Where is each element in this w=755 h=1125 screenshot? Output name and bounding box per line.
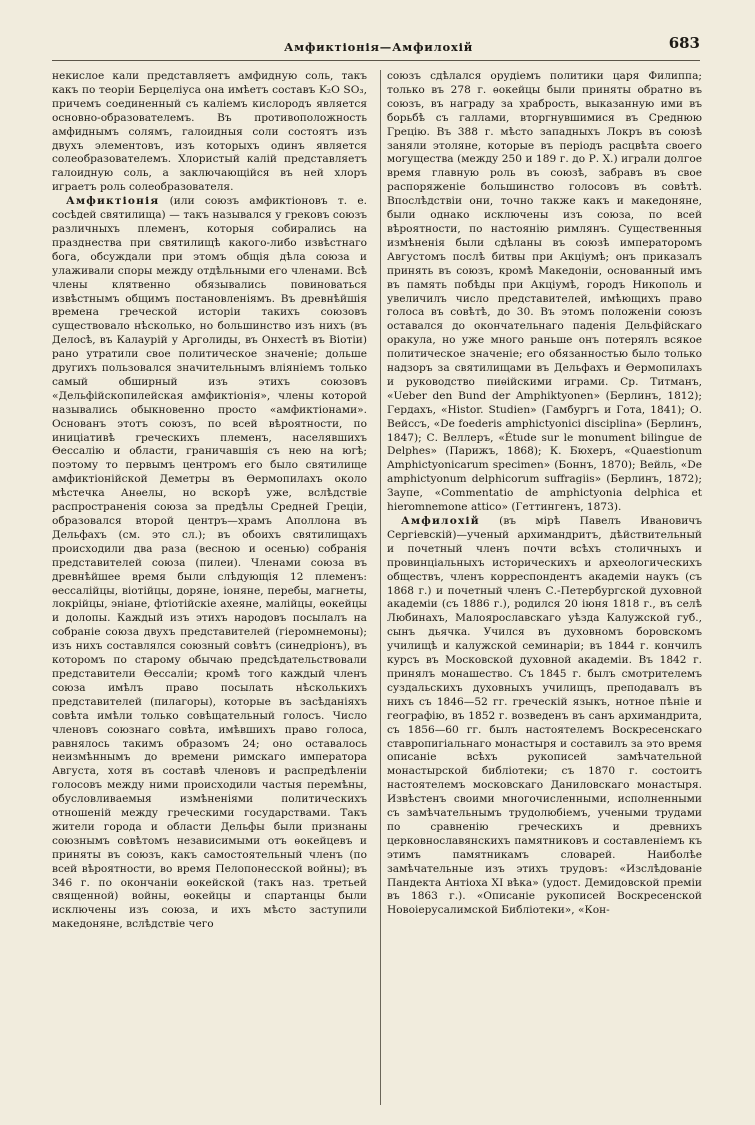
text-columns bbox=[52, 70, 702, 1105]
entry-text: (или союзъ амфиктіоновъ т. е. сосѣдей святилища) — такъ назывался у грековъ союзъ различныхъ племенъ, которыя собирались на празднества при святилищѣ какого-либо извѣстнаго бога, обсуждали при этомъ общія дѣла союза и улаживали споры между отдѣльными его членами. Всѣ члены клятвенно обязывались повиноваться извѣстнымъ общимъ постановленіямъ. Въ древнѣйшія времена греческой исторіи такихъ союзовъ существовало нѣсколько, но большинство изъ нихъ (въ Делосѣ, въ Калаурій у Арголиды, въ Онхестѣ въ Віотіи) рано утратили свое политическое значеніе; дольше другихъ пользовался значительнымъ вліяніемъ только самый обширный изъ этихъ союзовъ «Дельфійскопилейская амфиктіонія», члены которой назывались обыкновенно просто «амфиктіонами». Основанъ этотъ союзъ, по всей вѣроятности, по иниціативѣ греческихъ племенъ, населявшихъ Ѳессалію и области, граничавшія съ нею на югѣ; поэтому то первымъ центромъ его было святилище амфиктіонійской Деметры въ Ѳермопилахъ около мѣстечка Анѳелы, но вскорѣ уже, вслѣдствіе распространенія союза за предѣлы Средней Греціи, образовался второй центръ—храмъ Аполлона въ Дельфахъ (см. это сл.); въ обоихъ святилищахъ происходили два раза (весною и осенью) собранія представителей союза (пилеи). Членами союза въ древнѣйшее время были слѣдующія 12 племенъ: ѳессалійцы, віотійцы, доряне, іоняне, перебы, магнеты, локрійцы, энiане, фтіотійскіе ахеяне, малійцы, ѳокейцы и долопы. Каждый изъ этихъ народовъ посылалъ на собраніе союза двухъ представителей (гіеромнемоны); изъ нихъ составлялся союзный совѣтъ (синедріонъ), въ которомъ по старому обычаю предсѣдательствовали представители Ѳессаліи; кромѣ того каждый членъ союза имѣлъ право посылать нѣсколькихъ представителей (пилагоры), которые въ засѣданіяхъ совѣта имѣли только совѣщательный голосъ. Число членовъ союзнаго совѣта, имѣвшихъ право голоса, равнялось такимъ образомъ 24; оно оставалось неизмѣннымъ до времени римскаго императора Августа, хотя въ составѣ членовъ и распредѣленіи голосовъ между ними происходили частыя перемѣны, обусловливаемыя измѣненіями политическихъ отношеній между греческими государствами. Такъ жители города и области Дельфы были признаны союзнымъ совѣтомъ независимыми отъ ѳокейцевъ и приняты въ союзъ, какъ самостоятельный членъ (по всей вѣроятности, во время Пелопонесской войны); въ 346 г. по окончаніи ѳокейской (такъ наз. третьей священной) войны, ѳокейцы и спартанцы были исключены изъ союза, и ихъ мѣсто заступили македоняне, вслѣдствіе чего bbox=[52, 195, 367, 931]
page-number: 683 bbox=[668, 34, 700, 52]
entry-term: Амфиктіонія bbox=[66, 195, 160, 208]
paragraph: союзъ сдѣлался орудіемъ политики царя Филиппа; только въ 278 г. ѳокейцы были приняты обратно въ союзъ, въ награду за храбрость, выказанную ими въ борьбѣ съ галлами, вторгнувшимися въ Среднюю Грецію. Въ 388 г. мѣсто западныхъ Локръ въ союзѣ заняли этоляне, которые въ періодъ расцвѣта своего могущества (между 250 и 189 г. до Р. Х.) играли долгое время главную роль въ союзѣ, забравъ въ свое распоряженіе большинство голосовъ въ совѣтѣ. Впослѣдствіи они, точно также какъ и македоняне, были однако исключены изъ союза, по всей вѣроятности, по настоянію римлянъ. Существенныя измѣненія были сдѣланы въ союзѣ императоромъ Августомъ послѣ битвы при Акціумѣ; онъ приказалъ принять въ союзъ, кромѣ Македоніи, основанный имъ въ память побѣды при Акціумѣ, городъ Никополь и увеличилъ число представителей, имѣющихъ право голоса въ совѣтѣ, до 30. Въ этомъ положеніи союзъ оставался до окончательнаго паденія Дельфійскаго оракула, но уже много раньше онъ потерялъ всякое политическое значеніе; его обязанностью было только надзоръ за святилищами въ Дельфахъ и Ѳермопилахъ и руководство пиѳійскими играми. Ср. Титманъ, «Ueber den Bund der Amphiktyonen» (Берлинъ, 1812); Гердахъ, «Histor. Studien» (Гамбургъ и Гота, 1841); О. Вейссъ, «De foederis amphictyonici disciplina» (Берлинъ, 1847); С. Веллеръ, «Étude sur le monument bilingue de Delphes» (Парижъ, 1868); К. Бюхеръ, «Quaestionum Amphictyonicarum specimen» (Боннъ, 1870); Вейль, «De amphictyonum delphicorum suffragiis» (Берлинъ, 1872); Заупе, «Commentatio de amphictyonia delphica et hieromnemone attico» (Геттингенъ, 1873). bbox=[387, 70, 702, 514]
entry-term: Амфилохій bbox=[401, 515, 480, 527]
column-divider bbox=[380, 70, 381, 1105]
page-header bbox=[52, 34, 700, 61]
entry-amphilochius bbox=[387, 515, 702, 918]
entry-amphictyony bbox=[52, 195, 367, 932]
left-column bbox=[52, 70, 374, 1105]
paragraph: некислое кали представляетъ амфидную соль, такъ какъ по теоріи Берцеліуса она имѣетъ составъ K₂O SO₃, причемъ соединенный съ каліемъ кислородъ является основно-образователемъ. Въ противоположность амфиднымъ солямъ, галоидныя соли состоятъ изъ двухъ элементовъ, изъ которыхъ одинъ является солеобразователемъ. Хлористый калій представляетъ галоидную соль, а заключающійся въ ней хлоръ играетъ роль солеобразователя. bbox=[52, 70, 367, 194]
entry-text: (въ мірѣ Павелъ Ивановичъ Сергіевскій)—ученый архимандритъ, дѣйствительный и почетный членъ почти всѣхъ столичныхъ и провинціальныхъ историческихъ и археологическихъ обществъ, членъ корреспондентъ академіи наукъ (съ 1868 г.) и почетный членъ С.-Петербургской духовной академіи (съ 1886 г.), родился 20 іюня 1818 г., въ селѣ Любинахъ, Малоярославскаго уѣзда Калужской губ., сынъ дьячка. Учился въ духовномъ боровскомъ училищѣ и калужской семинаріи; въ 1844 г. кончилъ курсъ въ Московской духовной академіи. Въ 1842 г. принялъ монашество. Съ 1845 г. былъ смотрителемъ суздальскихъ духовныхъ училищъ, преподавалъ въ нихъ съ 1846—52 гг. греческій языкъ, нотное пѣніе и географію, въ 1852 г. возведенъ въ санъ архимандрита, съ 1856—60 гг. былъ настоятелемъ Воскресенскаго ставропигіальнаго монастыря и составилъ за это время описаніе всѣхъ рукописей замѣчательной монастырской библіотеки; съ 1870 г. состоитъ настоятелемъ московскаго Даниловскаго монастыря. Извѣстенъ своими многочисленными, исполненными съ замѣчательнымъ трудолюбіемъ, учеными трудами по сравненію греческихъ и древнихъ церковнославянскихъ памятниковъ и составленіемъ къ этимъ памятникамъ словарей. Наиболѣе замѣчательные изъ этихъ трудовъ: «Изслѣдованіе Пандекта Антіоха XI вѣка» (удост. Демидовской преміи въ 1863 г.). «Описаніе рукописей Воскресенской Новоіерусалимской Библіотеки», «Кон- bbox=[387, 515, 702, 917]
running-head: Амфиктіонія—Амфилохій bbox=[284, 40, 474, 54]
right-column bbox=[387, 70, 702, 1105]
